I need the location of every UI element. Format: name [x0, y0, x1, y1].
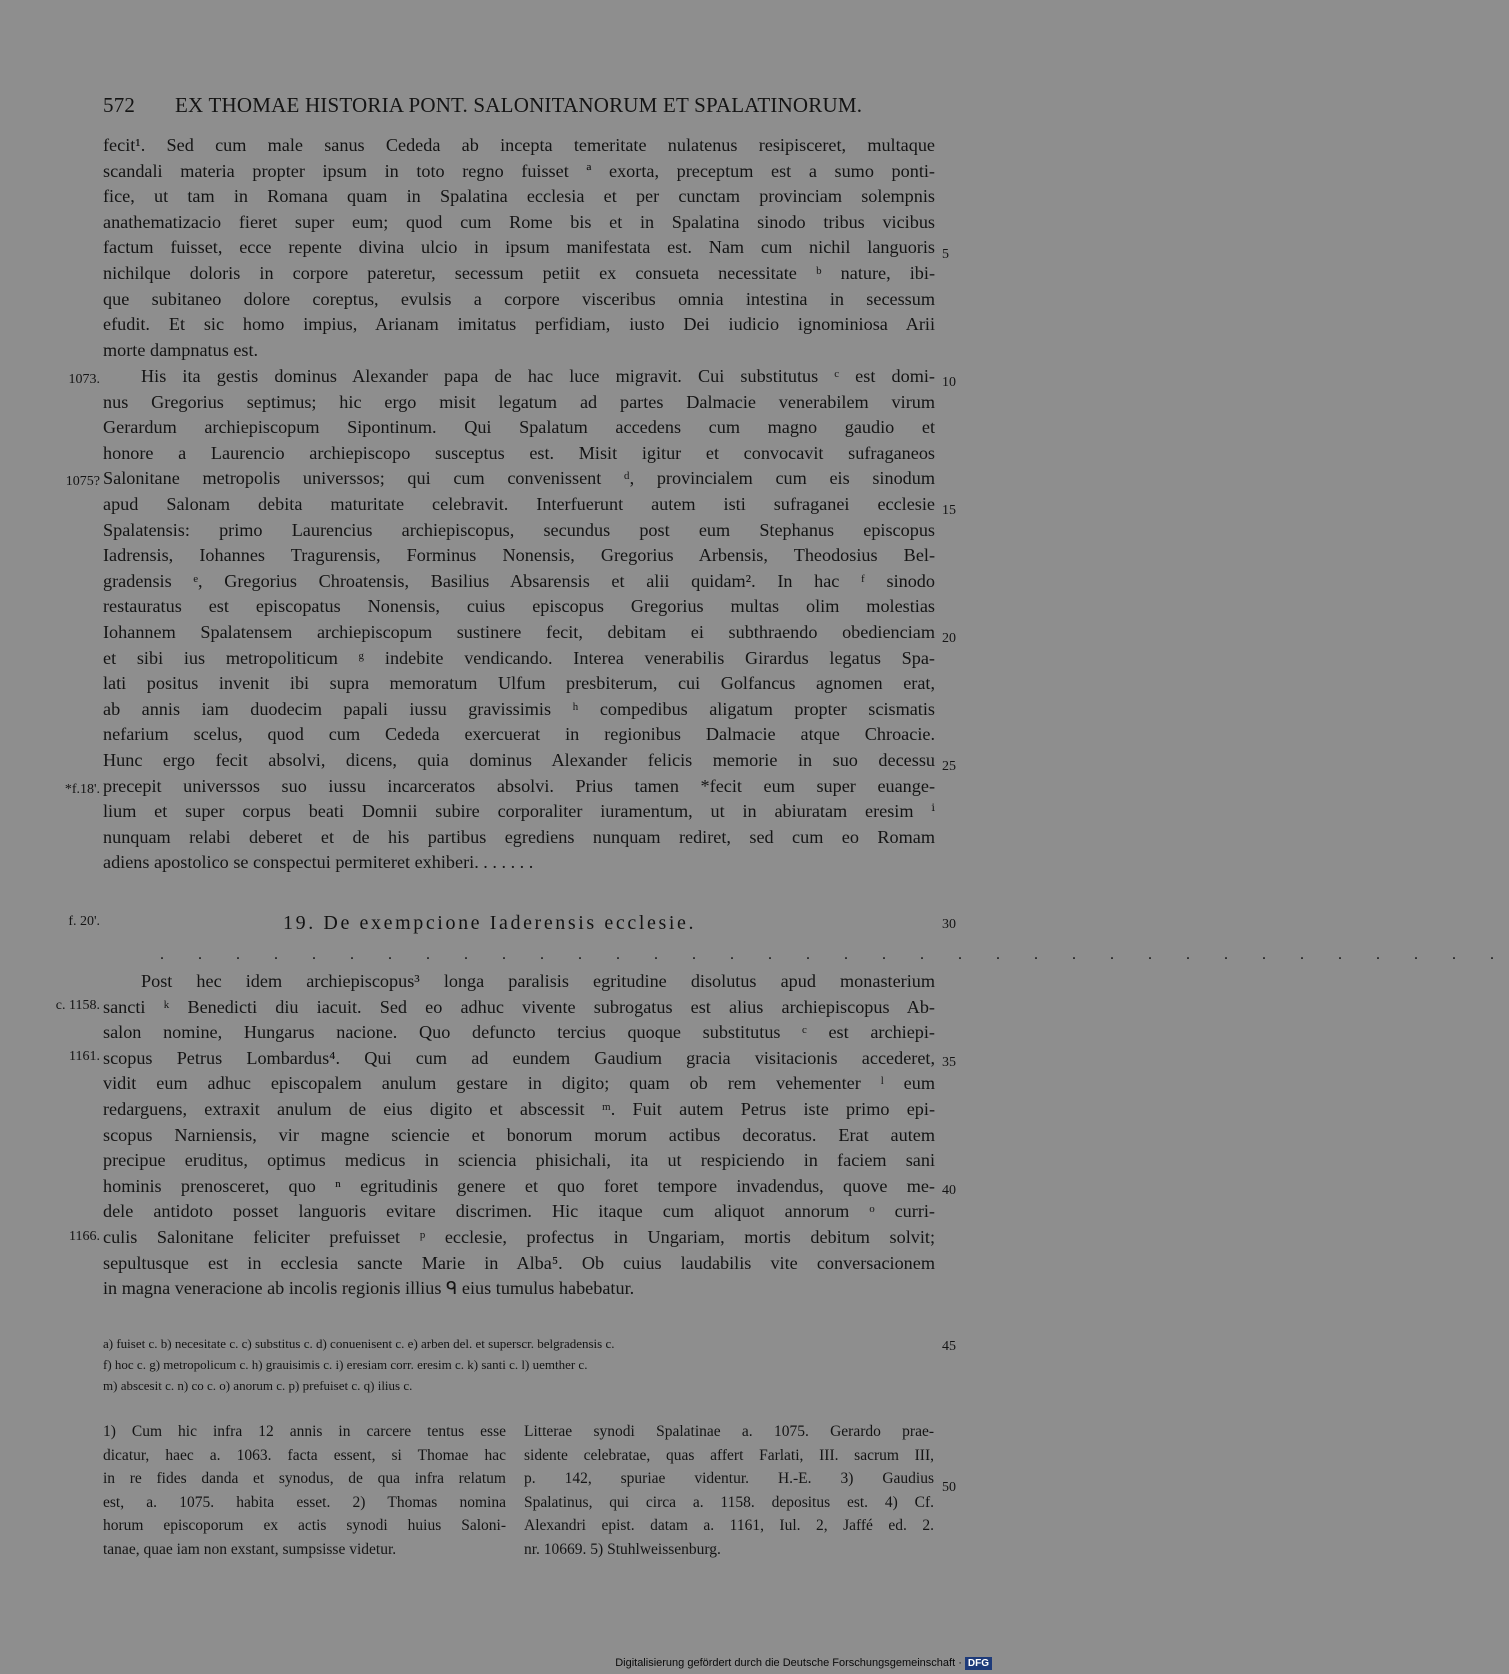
text-line: nus Gregorius septimus; hic ergo misit legatum ad partes Dalmacie venerabilem virum [103, 391, 935, 412]
text-line: honore a Laurencio archiepiscopo susceptus est. Misit igitur et convocavit sufraganeos [103, 442, 935, 463]
section-title: 19. De exempcione Iaderensis ecclesie. [283, 912, 697, 934]
text-line: adiens apostolico se conspectui permiteret exhiberi. . . . . . . [103, 852, 534, 873]
text-line: sancti ᵏ Benedicti diu iacuit. Sed eo adhuc vivente subrogatus est alius archiepiscopus Ab- [103, 996, 935, 1017]
footnote-line: Alexandri epist. datam a. 1161, Iul. 2, Jaffé ed. 2. [524, 1517, 934, 1535]
text-line: nichilque doloris in corpore pateretur, secessum petiit ex consueta necessitate ᵇ nature, ibi- [103, 262, 935, 283]
paragraph-2 [103, 364, 935, 876]
footnote-line: horum episcoporum ex actis synodi huius Saloni- [103, 1517, 506, 1535]
margin-folio-18: *f.18'. [64, 782, 100, 797]
text-line: morte dampnatus est. [103, 339, 259, 360]
margin-year-1166: 1166. [69, 1229, 100, 1244]
critical-note-line-1: a) fuiset c. b) necesitate c. c) substitus c. d) conuenisent c. e) arben del. et superscr. belgradensis c. [103, 1336, 615, 1351]
text-line: scopus Petrus Lombardus⁴. Qui cum ad eundem Gaudium gracia visitacionis accederet, [103, 1047, 935, 1068]
text-line: nunquam relabi deberet et de his partibus egrediens nunquam rediret, sed cum eo Romam [103, 826, 935, 847]
text-line: fice, ut tam in Romana quam in Spalatina ecclesia et per cunctam provinciam solempnis [103, 186, 935, 207]
margin-folio-20: f. 20'. [68, 914, 100, 929]
text-line: que subitaneo dolore coreptus, evulsis a corpore visceribus omnia intestina in secessum [103, 288, 935, 309]
line-number-45: 45 [942, 1339, 956, 1354]
running-header [103, 93, 943, 118]
footnote-line: in re fides danda et synodus, de qua infra relatum [103, 1470, 506, 1488]
text-line: His ita gestis dominus Alexander papa de hac luce migravit. Cui substitutus ᶜ est domi- [141, 366, 935, 386]
line-number-10: 10 [942, 375, 956, 390]
text-line: Post hec idem archiepiscopus³ longa paralisis egritudine disolutus apud monasterium [141, 971, 935, 991]
critical-note-line-2: f) hoc c. g) metropolicum c. h) grauisimis c. i) eresiam corr. eresim c. k) santi c. l) uemther c. [103, 1357, 588, 1372]
footnote-line: nr. 10669. 5) Stuhlweissenburg. [524, 1540, 721, 1558]
text-line: lati positus invenit ibi supra memoratum Ulfum presbiterum, cui Golfancus agnomen erat, [103, 673, 935, 694]
text-line: Spalatensis: primo Laurencius archiepiscopus, secundus post eum Stephanus episcopus [103, 519, 935, 540]
footnote-line: tanae, quae iam non exstant, sumpsisse videtur. [103, 1540, 397, 1558]
text-line: vidit eum adhuc episcopalem anulum gestare in digito; quam ob rem vehementer ˡ eum [103, 1073, 935, 1094]
text-line: precepit universsos suo iussu incarceratos absolvi. Prius tamen *fecit eum super euange- [103, 775, 935, 796]
footnote-line: dicatur, haec a. 1063. facta essent, si Thomae hac [103, 1446, 506, 1464]
text-line: restauratus est episcopatus Nonensis, cuius episcopus Gregorius multas olim molestias [103, 596, 935, 617]
text-line: Hunc ergo fecit absolvi, dicens, quia dominus Alexander felicis memorie in suo decessu [103, 749, 935, 770]
credit-text: Digitalisierung gefördert durch die Deutsche Forschungsgemeinschaft [615, 1657, 956, 1669]
footnotes-right-column [524, 1420, 934, 1562]
text-line: salon nomine, Hungarus nacione. Quo defuncto tercius quoque substitutus ᶜ est archiepi- [103, 1022, 935, 1043]
line-number-50: 50 [942, 1480, 956, 1495]
text-line: scandali materia propter ipsum in toto regno fuisset ª exorta, preceptum est a sumo ponti- [103, 160, 935, 181]
footnote-line: Spalatinus, qui circa a. 1158. depositus est. 4) Cf. [524, 1493, 934, 1511]
text-line: dele antidoto posset languoris evitare discrimen. Hic itaque cum aliquot annorum ᵒ curri- [103, 1201, 935, 1222]
line-number-30: 30 [942, 917, 956, 932]
text-line: factum fuisset, ecce repente divina ulcio in ipsum manifestata est. Nam cum nichil languoris [103, 237, 935, 258]
text-line: anathematizacio fieret super eum; quod cum Rome bis et in Spalatina sinodo tribus vicibus [103, 211, 935, 232]
line-number-20: 20 [942, 631, 956, 646]
text-line: Gerardum archiepiscopum Sipontinum. Qui Spalatum accedens cum magno gaudio et [103, 417, 935, 438]
text-line: scopus Narniensis, vir magne sciencie et bonorum morum actibus decoratus. Erat autem [103, 1124, 935, 1145]
paragraph-3 [103, 969, 935, 1302]
margin-year-1158: c. 1158. [55, 998, 100, 1013]
text-line: hominis prenosceret, quo ⁿ egritudinis genere et quo foret tempore invadendus, quove me- [103, 1175, 935, 1196]
text-line: sepultusque est in ecclesia sancte Marie in Alba⁵. Ob cuius laudabilis vite conversacionem [103, 1252, 935, 1273]
text-line: Salonitane metropolis universsos; qui cum convenissent ᵈ, provincialem cum eis sinodum [103, 468, 935, 489]
footnote-line: 1) Cum hic infra 12 annis in carcere tentus esse [103, 1423, 506, 1440]
critical-note-line-3: m) abscesit c. n) co c. o) anorum c. p) prefuiset c. q) ilius c. [103, 1378, 413, 1393]
margin-year-1161: 1161. [69, 1049, 100, 1064]
text-line: culis Salonitane feliciter prefuisset ᵖ ecclesie, profectus in Ungariam, mortis debitum solvit; [103, 1226, 935, 1247]
footnote-line: sidente celebratae, quas affert Farlati, III. sacrum III, [524, 1446, 934, 1464]
page-number: 572 [103, 93, 136, 117]
text-line: gradensis ᵉ, Gregorius Chroatensis, Basilius Absarensis et alii quidam². In hac ᶠ sinodo [103, 570, 935, 591]
text-line: et sibi ius metropoliticum ᵍ indebite vendicando. Interea venerabilis Girardus legatus Spa- [103, 647, 935, 668]
text-line: efudit. Et sic homo impius, Arianam imitatus perfidiam, iusto Dei iudicio ignominiosa Arii [103, 314, 935, 335]
text-line: in magna veneracione ab incolis regionis illius ᑫ eius tumulus habebatur. [103, 1278, 635, 1299]
text-line: nefarium scelus, quod cum Cededa exercuerat in regionibus Dalmacie atque Chroacie. [103, 724, 935, 745]
text-line: precipue eruditus, optimus medicus in sciencia phisichali, ita ut respiciendo in faciem sani [103, 1150, 935, 1171]
digitization-credit: Digitalisierung gefördert durch die Deutsche Forschungsgemeinschaft · DFG [615, 1657, 992, 1670]
footnote-line: p. 142, spuriae videntur. H.-E. 3) Gaudius [524, 1470, 934, 1488]
footnotes-left-column [103, 1420, 506, 1562]
paragraph-1 [103, 133, 935, 363]
text-line: lium et super corpus beati Domnii subire corporaliter iuramentum, ut in abiuratam eresim ⁱ [103, 801, 935, 822]
text-line: apud Salonam debita maturitate celebravit. Interfuerunt autem isti sufraganei ecclesie [103, 493, 935, 514]
text-line: Iadrensis, Iohannes Tragurensis, Forminus Nonensis, Gregorius Arbensis, Theodosius Bel- [103, 545, 935, 566]
line-number-5: 5 [942, 247, 949, 262]
footnote-line: est, a. 1075. habita esset. 2) Thomas nomina [103, 1493, 506, 1511]
line-number-15: 15 [942, 503, 956, 518]
margin-year-1073: 1073. [68, 372, 100, 387]
running-title: EX THOMAE HISTORIA PONT. SALONITANORUM ET SPALATINORUM. [175, 93, 863, 117]
text-line: Iohannem Spalatensem archiepiscopum sustinere fecit, debitam ei subthraendo obedienciam [103, 621, 935, 642]
text-line: fecit¹. Sed cum male sanus Cededa ab incepta temeritate nulatenus resipisceret, multaque [103, 135, 935, 155]
ellipsis-row: . . . . . . . . . . . . . . . . . . . . . . . . . . . . . . . . . . . . [160, 946, 1509, 963]
line-number-35: 35 [942, 1055, 956, 1070]
margin-year-1075: 1075? [65, 474, 100, 489]
text-line: ab annis iam duodecim papali iussu gravissimis ʰ compedibus aligatum propter scismatis [103, 698, 935, 719]
footnote-line: Litterae synodi Spalatinae a. 1075. Gerardo prae- [524, 1423, 934, 1440]
line-number-40: 40 [942, 1183, 956, 1198]
dfg-logo: DFG [965, 1657, 992, 1670]
text-line: redarguens, extraxit anulum de eius digito et abscessit ᵐ. Fuit autem Petrus iste primo epi- [103, 1098, 935, 1119]
line-number-25: 25 [942, 759, 956, 774]
